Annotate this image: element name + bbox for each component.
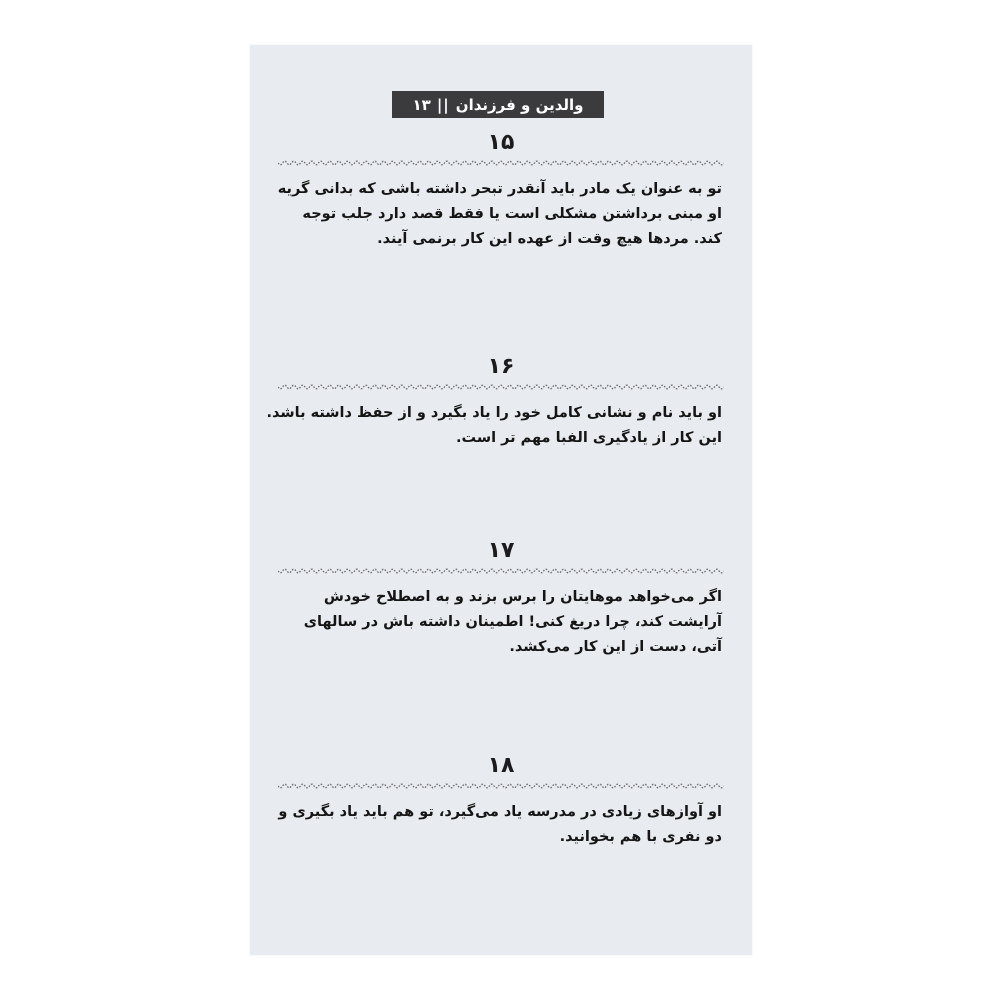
header-page-number: ۱۳ [412,95,431,114]
tip-line: تو به عنوان یک مادر باید آنقدر تبحر داشته باشی که بدانی گریه [277,181,722,197]
tip-number: ۱۷ [487,538,515,563]
tip-number: ۱۶ [487,354,515,379]
tip-line: او آوازهای زیادی در مدرسه یاد می‌گیرد، تو هم باید یاد بگیری و [278,804,722,820]
wavy-divider [278,567,724,575]
tip-line: اگر می‌خواهد موهایتان را برس بزند و به اصطلاح خودش [323,589,722,605]
wave-line [278,385,724,388]
tip-number: ۱۵ [487,130,515,155]
wave-line [278,161,724,164]
book-page [250,45,752,955]
tip-line: او مبنی برداشتن مشکلی است یا فقط قصد دارد جلب توجه [302,206,722,222]
tip-line: دو نفری با هم بخوانید. [559,829,722,845]
tip-section-17 [278,537,724,660]
wave-line [278,569,724,572]
tip-text [278,177,724,252]
tip-text [278,800,724,850]
wavy-divider [278,782,724,790]
running-header [392,91,604,118]
header-title: والدین و فرزندان [455,95,584,114]
wavy-divider [278,383,724,391]
tip-line: آرایشت کند، چرا دریغ کنی! اطمینان داشته باش در سالهای [303,614,722,630]
tip-text [278,585,724,660]
wavy-divider [278,159,724,167]
tip-line: کند. مردها هیچ وقت از عهده این کار برنمی آیند. [377,231,722,247]
tip-line: آتی، دست از این کار می‌کشد. [509,639,722,655]
tip-line: او باید نام و نشانی کامل خود را یاد بگیرد و از حفظ داشته باشد. [266,405,722,421]
wave-line [278,784,724,787]
tip-section-18 [278,752,724,850]
tip-number: ۱۸ [487,753,515,778]
tip-section-15 [278,129,724,252]
header-separator: || [436,95,450,114]
tip-section-16 [266,353,724,451]
tip-line: این کار از یادگیری الفبا مهم تر است. [455,430,722,446]
tip-text [266,401,724,451]
